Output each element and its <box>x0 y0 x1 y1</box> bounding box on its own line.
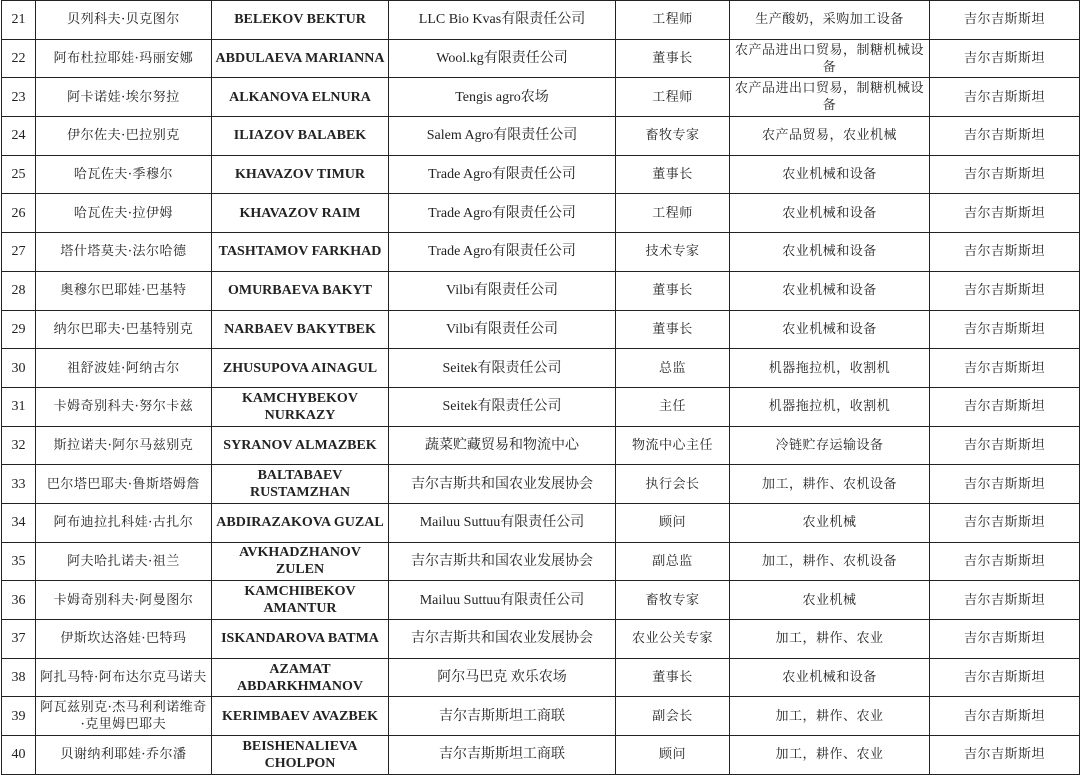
table-row <box>2 620 1080 659</box>
company-cell: Mailuu Suttuu有限责任公司 <box>389 503 616 542</box>
business-cell: 农产品进出口贸易，制糖机械设备 <box>730 78 930 117</box>
table-row <box>2 233 1080 272</box>
chinese-name-cell: 卡姆奇别科夫·努尔卡兹 <box>36 387 212 426</box>
english-name-cell: KAMCHIBEKOV AMANTUR <box>212 581 389 620</box>
english-name-cell: BALTABAEV RUSTAMZHAN <box>212 465 389 504</box>
row-number-cell: 30 <box>2 349 36 388</box>
position-cell: 工程师 <box>616 1 730 40</box>
english-name-cell: AZAMAT ABDARKHMANOV <box>212 658 389 697</box>
chinese-name-cell: 伊尔佐夫·巴拉别克 <box>36 117 212 156</box>
country-cell: 吉尔吉斯斯坦 <box>930 503 1080 542</box>
position-cell: 副会长 <box>616 697 730 736</box>
company-cell: Trade Agro有限责任公司 <box>389 155 616 194</box>
row-number-cell: 39 <box>2 697 36 736</box>
table-row <box>2 465 1080 504</box>
position-cell: 董事长 <box>616 39 730 78</box>
country-cell: 吉尔吉斯斯坦 <box>930 465 1080 504</box>
position-cell: 物流中心主任 <box>616 426 730 465</box>
chinese-name-cell: 贝谢纳利耶娃·乔尔潘 <box>36 736 212 775</box>
chinese-name-cell: 哈瓦佐夫·季穆尔 <box>36 155 212 194</box>
country-cell: 吉尔吉斯斯坦 <box>930 310 1080 349</box>
company-cell: 吉尔吉斯共和国农业发展协会 <box>389 620 616 659</box>
table-row <box>2 155 1080 194</box>
chinese-name-cell: 阿卡诺娃·埃尔努拉 <box>36 78 212 117</box>
country-cell: 吉尔吉斯斯坦 <box>930 581 1080 620</box>
table-row <box>2 503 1080 542</box>
row-number-cell: 28 <box>2 271 36 310</box>
row-number-cell: 35 <box>2 542 36 581</box>
company-cell: Seitek有限责任公司 <box>389 387 616 426</box>
company-cell: Mailuu Suttuu有限责任公司 <box>389 581 616 620</box>
position-cell: 董事长 <box>616 658 730 697</box>
company-cell: 蔬菜贮藏贸易和物流中心 <box>389 426 616 465</box>
position-cell: 顾问 <box>616 503 730 542</box>
english-name-cell: KAMCHYBEKOV NURKAZY <box>212 387 389 426</box>
company-cell: 阿尔马巴克 欢乐农场 <box>389 658 616 697</box>
english-name-cell: KHAVAZOV TIMUR <box>212 155 389 194</box>
chinese-name-cell: 阿布杜拉耶娃·玛丽安娜 <box>36 39 212 78</box>
position-cell: 农业公关专家 <box>616 620 730 659</box>
business-cell: 农业机械和设备 <box>730 194 930 233</box>
business-cell: 加工，耕作、农业 <box>730 697 930 736</box>
chinese-name-cell: 阿扎马特·阿布达尔克马诺夫 <box>36 658 212 697</box>
company-cell: 吉尔吉斯斯坦工商联 <box>389 697 616 736</box>
chinese-name-cell: 塔什塔莫夫·法尔哈德 <box>36 233 212 272</box>
country-cell: 吉尔吉斯斯坦 <box>930 78 1080 117</box>
row-number-cell: 40 <box>2 736 36 775</box>
country-cell: 吉尔吉斯斯坦 <box>930 233 1080 272</box>
company-cell: Vilbi有限责任公司 <box>389 271 616 310</box>
chinese-name-cell: 贝列科夫·贝克图尔 <box>36 1 212 40</box>
business-cell: 农业机械和设备 <box>730 233 930 272</box>
english-name-cell: OMURBAEVA BAKYT <box>212 271 389 310</box>
position-cell: 总监 <box>616 349 730 388</box>
row-number-cell: 22 <box>2 39 36 78</box>
chinese-name-cell: 巴尔塔巴耶夫·鲁斯塔姆詹 <box>36 465 212 504</box>
table-row <box>2 736 1080 775</box>
position-cell: 技术专家 <box>616 233 730 272</box>
row-number-cell: 33 <box>2 465 36 504</box>
business-cell: 机器拖拉机，收割机 <box>730 349 930 388</box>
table-row <box>2 310 1080 349</box>
chinese-name-cell: 斯拉诺夫·阿尔马兹别克 <box>36 426 212 465</box>
country-cell: 吉尔吉斯斯坦 <box>930 194 1080 233</box>
row-number-cell: 29 <box>2 310 36 349</box>
table-row <box>2 1 1080 40</box>
row-number-cell: 23 <box>2 78 36 117</box>
table-row <box>2 271 1080 310</box>
country-cell: 吉尔吉斯斯坦 <box>930 387 1080 426</box>
chinese-name-cell: 祖舒波娃·阿纳古尔 <box>36 349 212 388</box>
row-number-cell: 36 <box>2 581 36 620</box>
company-cell: 吉尔吉斯共和国农业发展协会 <box>389 542 616 581</box>
business-cell: 加工，耕作、农业 <box>730 736 930 775</box>
position-cell: 主任 <box>616 387 730 426</box>
row-number-cell: 38 <box>2 658 36 697</box>
company-cell: 吉尔吉斯斯坦工商联 <box>389 736 616 775</box>
country-cell: 吉尔吉斯斯坦 <box>930 697 1080 736</box>
row-number-cell: 37 <box>2 620 36 659</box>
chinese-name-cell: 卡姆奇别科夫·阿曼图尔 <box>36 581 212 620</box>
row-number-cell: 26 <box>2 194 36 233</box>
row-number-cell: 25 <box>2 155 36 194</box>
chinese-name-cell: 伊斯坎达洛娃·巴特玛 <box>36 620 212 659</box>
company-cell: Wool.kg有限责任公司 <box>389 39 616 78</box>
row-number-cell: 21 <box>2 1 36 40</box>
english-name-cell: TASHTAMOV FARKHAD <box>212 233 389 272</box>
table-row <box>2 426 1080 465</box>
company-cell: Salem Agro有限责任公司 <box>389 117 616 156</box>
position-cell: 畜牧专家 <box>616 581 730 620</box>
position-cell: 执行会长 <box>616 465 730 504</box>
english-name-cell: ABDIRAZAKOVA GUZAL <box>212 503 389 542</box>
table-row <box>2 78 1080 117</box>
english-name-cell: SYRANOV ALMAZBEK <box>212 426 389 465</box>
row-number-cell: 32 <box>2 426 36 465</box>
country-cell: 吉尔吉斯斯坦 <box>930 1 1080 40</box>
country-cell: 吉尔吉斯斯坦 <box>930 426 1080 465</box>
english-name-cell: ALKANOVA ELNURA <box>212 78 389 117</box>
row-number-cell: 24 <box>2 117 36 156</box>
table-row <box>2 581 1080 620</box>
english-name-cell: KHAVAZOV RAIM <box>212 194 389 233</box>
position-cell: 畜牧专家 <box>616 117 730 156</box>
chinese-name-cell: 阿瓦兹别克·杰马利利诺维奇·克里姆巴耶夫 <box>36 697 212 736</box>
country-cell: 吉尔吉斯斯坦 <box>930 117 1080 156</box>
english-name-cell: BEISHENALIEVA CHOLPON <box>212 736 389 775</box>
table-row <box>2 658 1080 697</box>
business-cell: 农产品进出口贸易，制糖机械设备 <box>730 39 930 78</box>
business-cell: 冷链贮存运输设备 <box>730 426 930 465</box>
english-name-cell: NARBAEV BAKYTBEK <box>212 310 389 349</box>
business-cell: 农业机械和设备 <box>730 155 930 194</box>
row-number-cell: 27 <box>2 233 36 272</box>
table-row <box>2 697 1080 736</box>
english-name-cell: ILIAZOV BALABEK <box>212 117 389 156</box>
english-name-cell: BELEKOV BEKTUR <box>212 1 389 40</box>
position-cell: 董事长 <box>616 310 730 349</box>
position-cell: 工程师 <box>616 78 730 117</box>
company-cell: LLC Bio Kvas有限责任公司 <box>389 1 616 40</box>
business-cell: 生产酸奶，采购加工设备 <box>730 1 930 40</box>
company-cell: 吉尔吉斯共和国农业发展协会 <box>389 465 616 504</box>
chinese-name-cell: 阿夫哈扎诺夫·祖兰 <box>36 542 212 581</box>
country-cell: 吉尔吉斯斯坦 <box>930 39 1080 78</box>
table-body <box>2 1 1080 775</box>
country-cell: 吉尔吉斯斯坦 <box>930 658 1080 697</box>
english-name-cell: ZHUSUPOVA AINAGUL <box>212 349 389 388</box>
business-cell: 农产品贸易，农业机械 <box>730 117 930 156</box>
position-cell: 副总监 <box>616 542 730 581</box>
chinese-name-cell: 哈瓦佐夫·拉伊姆 <box>36 194 212 233</box>
table-row <box>2 349 1080 388</box>
country-cell: 吉尔吉斯斯坦 <box>930 155 1080 194</box>
company-cell: Trade Agro有限责任公司 <box>389 194 616 233</box>
country-cell: 吉尔吉斯斯坦 <box>930 620 1080 659</box>
table-row <box>2 387 1080 426</box>
delegate-table <box>1 0 1080 775</box>
english-name-cell: ABDULAEVA MARIANNA <box>212 39 389 78</box>
position-cell: 工程师 <box>616 194 730 233</box>
business-cell: 加工，耕作、农机设备 <box>730 542 930 581</box>
country-cell: 吉尔吉斯斯坦 <box>930 349 1080 388</box>
country-cell: 吉尔吉斯斯坦 <box>930 271 1080 310</box>
country-cell: 吉尔吉斯斯坦 <box>930 542 1080 581</box>
english-name-cell: KERIMBAEV AVAZBEK <box>212 697 389 736</box>
table-row <box>2 194 1080 233</box>
chinese-name-cell: 奥穆尔巴耶娃·巴基特 <box>36 271 212 310</box>
english-name-cell: AVKHADZHANOV ZULEN <box>212 542 389 581</box>
position-cell: 董事长 <box>616 155 730 194</box>
business-cell: 农业机械 <box>730 503 930 542</box>
company-cell: Seitek有限责任公司 <box>389 349 616 388</box>
country-cell: 吉尔吉斯斯坦 <box>930 736 1080 775</box>
table-row <box>2 117 1080 156</box>
chinese-name-cell: 阿布迪拉扎科娃·古扎尔 <box>36 503 212 542</box>
table-row <box>2 542 1080 581</box>
position-cell: 顾问 <box>616 736 730 775</box>
row-number-cell: 31 <box>2 387 36 426</box>
business-cell: 机器拖拉机，收割机 <box>730 387 930 426</box>
business-cell: 加工，耕作、农业 <box>730 620 930 659</box>
business-cell: 农业机械和设备 <box>730 658 930 697</box>
table-row <box>2 39 1080 78</box>
business-cell: 农业机械 <box>730 581 930 620</box>
english-name-cell: ISKANDAROVA BATMA <box>212 620 389 659</box>
row-number-cell: 34 <box>2 503 36 542</box>
company-cell: Trade Agro有限责任公司 <box>389 233 616 272</box>
company-cell: Vilbi有限责任公司 <box>389 310 616 349</box>
business-cell: 加工，耕作、农机设备 <box>730 465 930 504</box>
chinese-name-cell: 纳尔巴耶夫·巴基特别克 <box>36 310 212 349</box>
company-cell: Tengis agro农场 <box>389 78 616 117</box>
position-cell: 董事长 <box>616 271 730 310</box>
business-cell: 农业机械和设备 <box>730 271 930 310</box>
business-cell: 农业机械和设备 <box>730 310 930 349</box>
